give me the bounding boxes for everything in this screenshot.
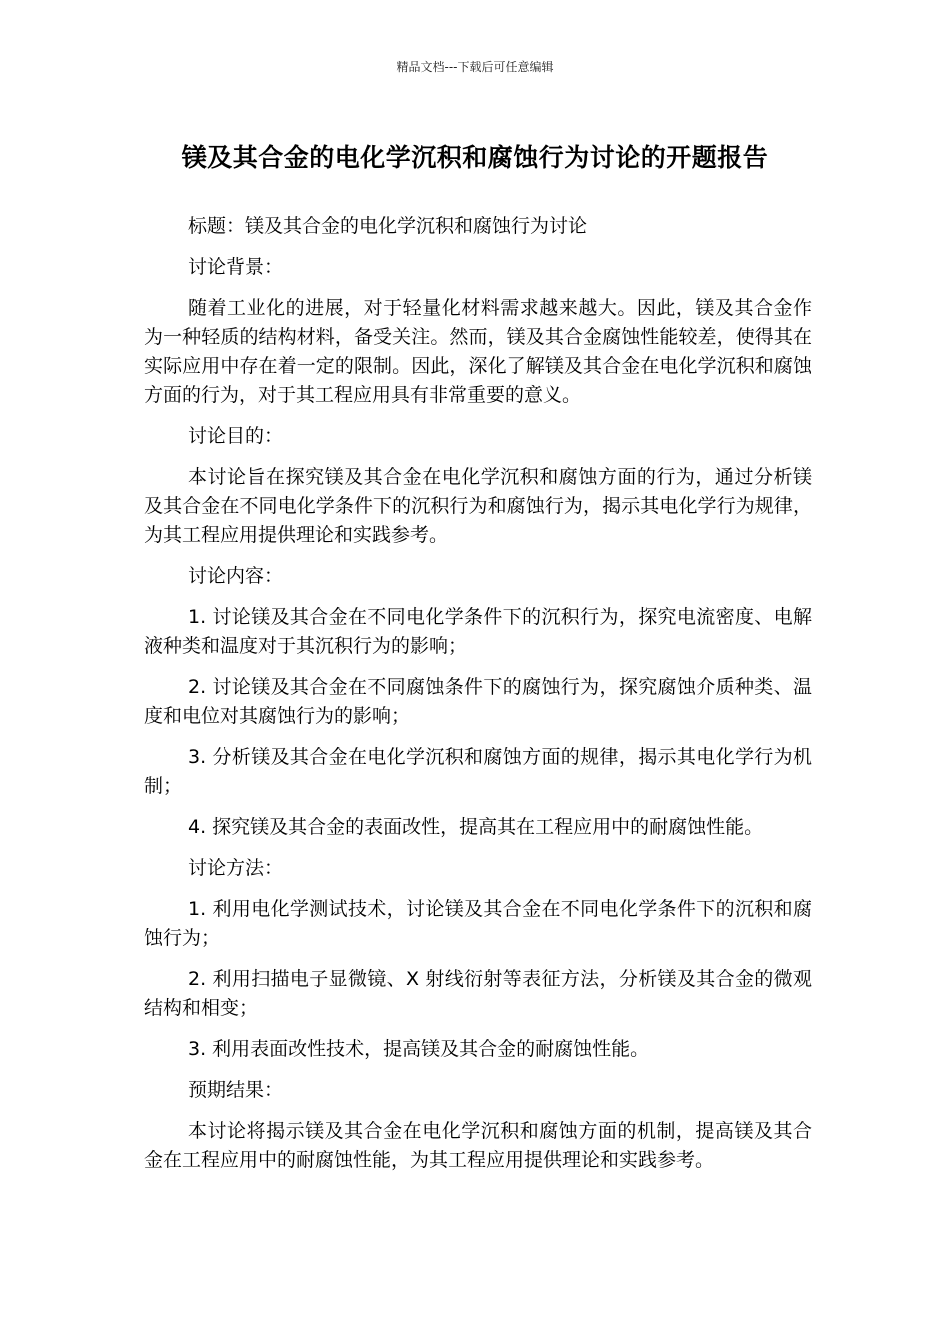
header-note: 精品文档---下载后可任意编辑 [396,60,554,74]
paragraph-topic: 标题：镁及其合金的电化学沉积和腐蚀行为讨论 [188,215,588,237]
section-heading-method: 讨论方法： [188,857,284,879]
list-item-content-1: 1. 讨论镁及其合金在不同电化学条件下的沉积行为，探究电流密度、电解液种类和温度对于其沉积行为的影响； [144,606,812,657]
document-title: 镁及其合金的电化学沉积和腐蚀行为讨论的开题报告 [181,143,769,172]
document-body [144,212,812,1187]
section-heading-expected: 预期结果： [188,1079,284,1101]
list-item-content-3: 3. 分析镁及其合金在电化学沉积和腐蚀方面的规律，揭示其电化学行为机制； [144,746,812,797]
list-item-content-4: 4. 探究镁及其合金的表面改性，提高其在工程应用中的耐腐蚀性能。 [188,816,764,838]
section-heading-content: 讨论内容： [188,565,284,587]
list-item-method-1: 1. 利用电化学测试技术，讨论镁及其合金在不同电化学条件下的沉积和腐蚀行为； [144,898,812,949]
section-heading-background: 讨论背景： [188,256,284,278]
paragraph-background: 随着工业化的进展，对于轻量化材料需求越来越大。因此，镁及其合金作为一种轻质的结构材料，备受关注。然而，镁及其合金腐蚀性能较差，使得其在实际应用中存在着一定的限制。因此，深化了解镁及其合金在电化学沉积和腐蚀方面的行为，对于其工程应用具有非常重要的意义。 [144,297,812,406]
section-heading-purpose: 讨论目的： [188,425,284,447]
list-item-method-2: 2. 利用扫描电子显微镜、X 射线衍射等表征方法，分析镁及其合金的微观结构和相变； [144,968,812,1019]
paragraph-expected: 本讨论将揭示镁及其合金在电化学沉积和腐蚀方面的机制，提高镁及其合金在工程应用中的耐腐蚀性能，为其工程应用提供理论和实践参考。 [144,1120,812,1171]
list-item-method-3: 3. 利用表面改性技术，提高镁及其合金的耐腐蚀性能。 [188,1038,650,1060]
list-item-content-2: 2. 讨论镁及其合金在不同腐蚀条件下的腐蚀行为，探究腐蚀介质种类、温度和电位对其腐蚀行为的影响； [144,676,812,727]
paragraph-purpose: 本讨论旨在探究镁及其合金在电化学沉积和腐蚀方面的行为，通过分析镁及其合金在不同电化学条件下的沉积行为和腐蚀行为，揭示其电化学行为规律，为其工程应用提供理论和实践参考。 [144,466,812,546]
